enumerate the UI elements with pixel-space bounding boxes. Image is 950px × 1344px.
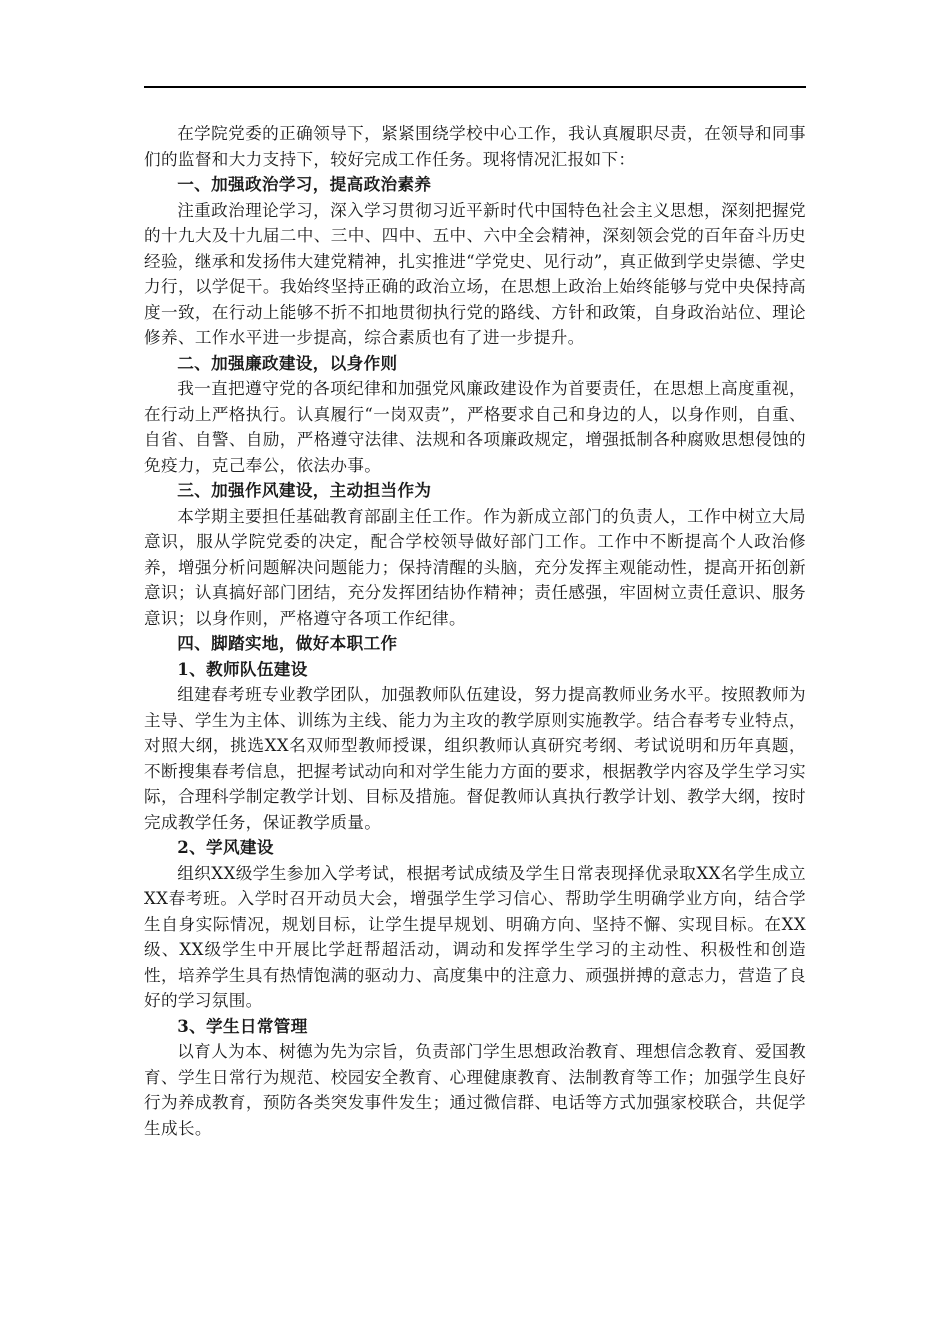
section-2-paragraph: 我一直把遵守党的各项纪律和加强党风廉政建设作为首要责任，在思想上高度重视，在行动上严格执行。认真履行“一岗双责”，严格要求自己和身边的人，以身作则，自重、自省、自警、自励，严格遵守法律、法规和各项廉政规定，增强抵制各种腐败思想侵蚀的免疫力，克己奉公，依法办事。: [144, 379, 806, 475]
subsection-heading-2: 2、学风建设: [177, 837, 274, 857]
subsection-heading-1: 1、教师队伍建设: [177, 658, 308, 679]
section-heading-3: 三、加强作风建设，主动担当作为: [177, 480, 432, 500]
subsection-2-paragraph: 组织XX级学生参加入学考试，根据考试成绩及学生日常表现择优录取XX名学生成立XX春考班。入学时召开动员大会，增强学生学习信心、帮助学生明确学业方向，结合学生自身实际情况，规划目标，让学生提早规划、明确方向、坚持不懈、实现目标。在XX级、XX级学生中开展比学赶帮超活动，调动和发挥学生学习的主动性、积极性和创造性，培养学生具有热情饱满的驱动力、高度集中的注意力、顽强拼搏的意志力，营造了良好的学习氛围。: [144, 863, 806, 1010]
intro-paragraph: 在学院党委的正确领导下，紧紧围绕学校中心工作，我认真履职尽责，在领导和同事们的监督和大力支持下，较好完成工作任务。现将情况汇报如下：: [144, 124, 806, 169]
section-heading-4: 四、脚踏实地，做好本职工作: [177, 633, 398, 653]
header-rule: [144, 86, 806, 88]
section-1-paragraph: 注重政治理论学习，深入学习贯彻习近平新时代中国特色社会主义思想，深刻把握党的十九大及十九届二中、三中、四中、五中、六中全会精神，深刻领会党的百年奋斗历史经验，继承和发扬伟大建党精神，扎实推进“学党史、见行动”，真正做到学史崇德、学史力行，以学促干。我始终坚持正确的政治立场，在思想上政治上始终能够与党中央保持高度一致，在行动上能够不折不扣地贯彻执行党的路线、方针和政策，自身政治站位、理论修养、工作水平进一步提高，综合素质也有了进一步提升。: [144, 200, 806, 347]
section-heading-1: 一、加强政治学习，提高政治素养: [177, 174, 432, 194]
section-3-paragraph: 本学期主要担任基础教育部副主任工作。作为新成立部门的负责人，工作中树立大局意识，服从学院党委的决定，配合学校领导做好部门工作。工作中不断提高个人政治修养，增强分析问题解决问题能力；保持清醒的头脑，充分发挥主观能动性，提高开拓创新意识；认真搞好部门团结，充分发挥团结协作精神；责任感强，牢固树立责任意识、服务意识；以身作则，严格遵守各项工作纪律。: [144, 506, 806, 628]
document-body: [144, 121, 806, 1141]
subsection-heading-3: 3、学生日常管理: [177, 1015, 308, 1036]
section-heading-2: 二、加强廉政建设，以身作则: [177, 352, 398, 373]
subsection-3-paragraph: 以育人为本、树德为先为宗旨，负责部门学生思想政治教育、理想信念教育、爱国教育、学生日常行为规范、校园安全教育、心理健康教育、法制教育等工作；加强学生良好行为养成教育，预防各类突发事件发生；通过微信群、电话等方式加强家校联合，共促学生成长。: [144, 1042, 806, 1138]
subsection-1-paragraph: 组建春考班专业教学团队，加强教师队伍建设，努力提高教师业务水平。按照教师为主导、学生为主体、训练为主线、能力为主攻的教学原则实施教学。结合春考专业特点，对照大纲，挑选XX名双师型教师授课，组织教师认真研究考纲、考试说明和历年真题，不断搜集春考信息，把握考试动向和对学生能力方面的要求，根据教学内容及学生学习实际，合理科学制定教学计划、目标及措施。督促教师认真执行教学计划、教学大纲，按时完成教学任务，保证教学质量。: [144, 685, 806, 832]
